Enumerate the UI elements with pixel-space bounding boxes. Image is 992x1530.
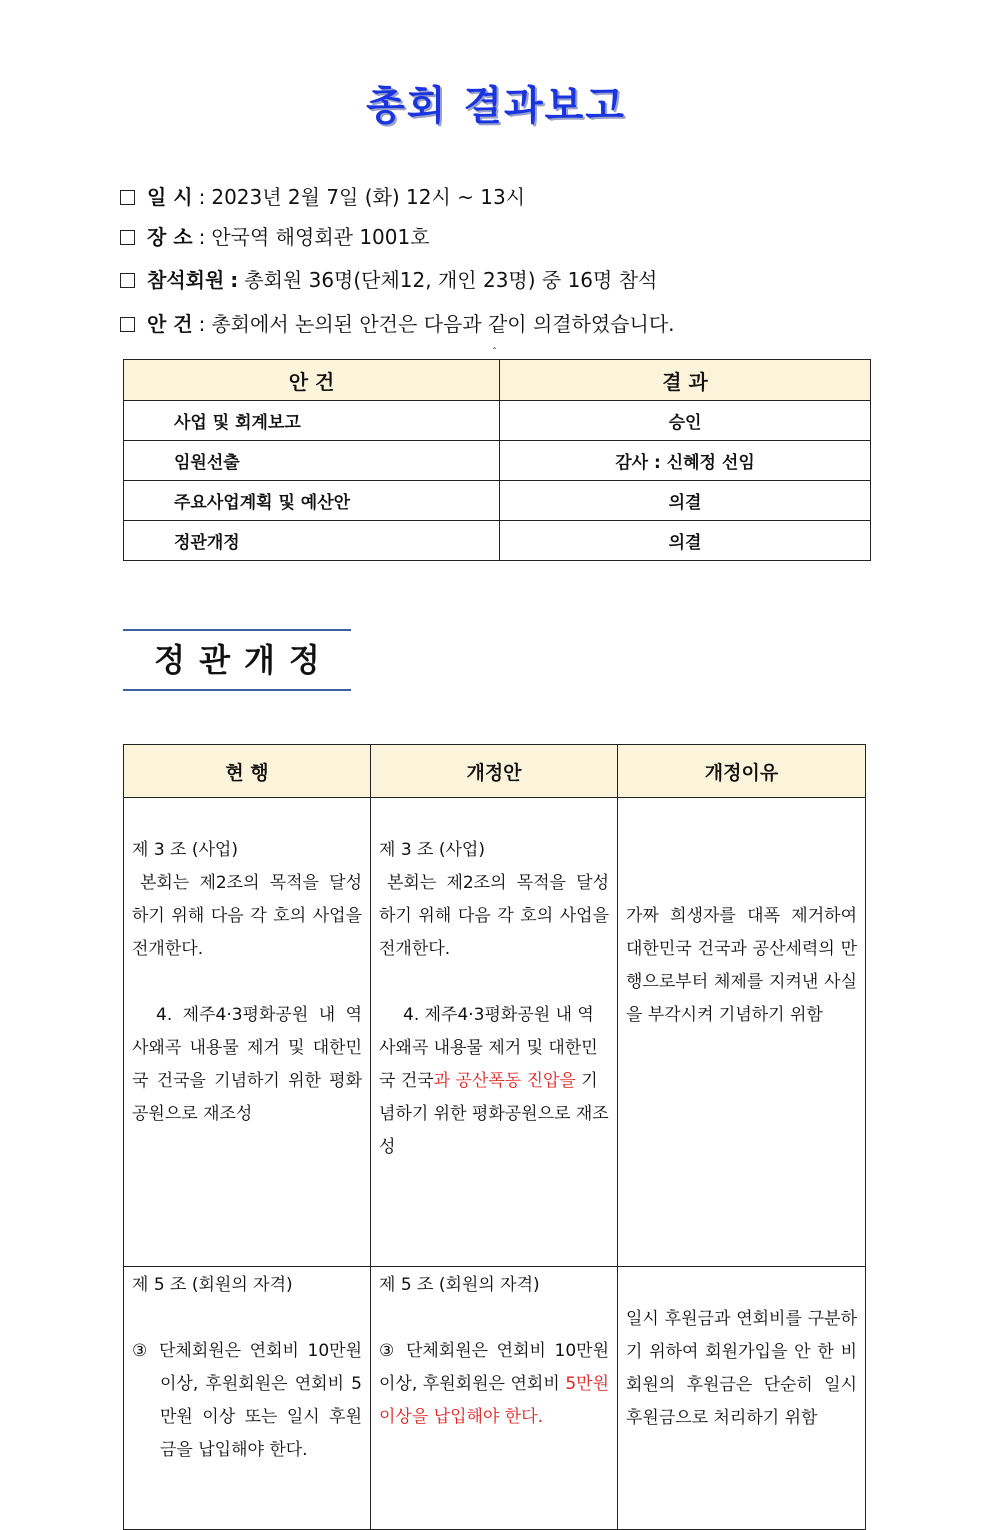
info-attendees: [120, 267, 657, 293]
table-row: [124, 401, 871, 441]
agenda-result: 의결: [500, 521, 871, 561]
info-date: [120, 184, 525, 210]
section-title: 정관개정: [154, 641, 334, 679]
article-heading: 제 5 조 (회원의 자격): [379, 1275, 540, 1295]
info-value: 총회에서 논의된 안건은 다음과 같이 의결하였습니다.: [211, 312, 675, 336]
header-proposed: 개정안: [371, 745, 618, 798]
info-value: 안국역 해영회관 1001호: [211, 225, 430, 249]
item-text: ③ 단체회원은 연회비 10만원 이상, 후원회원은 연회비: [379, 1341, 609, 1394]
page-title: 총회 결과보고: [366, 83, 626, 129]
article-item: 4. 제주4·3평화공원 내 역사왜곡 내용물 제거 및 대한민국 건국을 기념하기 위한 평화공원으로 재조성: [132, 1005, 362, 1124]
agenda-result: 감사 : 신혜정 선임: [500, 441, 871, 481]
agenda-item: 주요사업계획 및 예산안: [124, 481, 500, 521]
table-row: [124, 521, 871, 561]
header-reason: 개정이유: [618, 745, 866, 798]
table-header-row: [124, 745, 866, 798]
table-row: [124, 1267, 866, 1530]
agenda-item: 임원선출: [124, 441, 500, 481]
table-row: [124, 441, 871, 481]
cell-proposed: [371, 1267, 618, 1530]
header-agenda: 안 건: [124, 360, 500, 401]
cell-reason: [618, 798, 866, 1267]
info-sep: :: [230, 268, 239, 292]
article-item: ③ 단체회원은 연회비 10만원 이상, 후원회원은 연회비 5만원 이상 또는 일시 후원금을 납입해야 한다.: [132, 1341, 362, 1460]
item-text: 기념하기 위한 평화공원으로 재조성: [379, 1071, 609, 1157]
checkbox-square-icon: [120, 317, 135, 332]
info-label: 장 소: [147, 225, 193, 249]
item-changed-text: 5만원 이상을 납입해야 한다.: [379, 1374, 609, 1427]
table-row: [124, 798, 866, 1267]
header-current: 현 행: [124, 745, 371, 798]
item-text: 4. 제주4·3평화공원 내 역사왜곡 내용물 제거 및 대한민국 건국: [379, 1005, 598, 1091]
cell-reason: [618, 1267, 866, 1530]
caret-mark: ˆ: [492, 347, 497, 358]
agenda-item: 정관개정: [124, 521, 500, 561]
article-body: 본회는 제2조의 목적을 달성하기 위해 다음 각 호의 사업을 전개한다.: [132, 873, 362, 959]
info-value: 총회원 36명(단체12, 개인 23명) 중 16명 참석: [244, 268, 658, 292]
item-changed-text: 과 공산폭동 진압을: [433, 1071, 576, 1091]
info-sep: :: [198, 185, 206, 209]
info-place: [120, 224, 430, 250]
info-value: 2023년 2월 7일 (화) 12시 ~ 13시: [211, 185, 526, 209]
agenda-result: 승인: [500, 401, 871, 441]
header-result: 결 과: [500, 360, 871, 401]
reason-text: 일시 후원금과 연회비를 구분하기 위하여 회원가입을 안 한 비회원의 후원금은 단순히 일시 후원금으로 처리하기 위함: [626, 1309, 857, 1428]
cell-current: [124, 798, 371, 1267]
section-title-box: [123, 629, 351, 691]
article-item: [379, 1335, 609, 1434]
checkbox-square-icon: [120, 230, 135, 245]
agenda-result: 의결: [500, 481, 871, 521]
info-label: 참석회원: [147, 268, 225, 292]
article-heading: 제 5 조 (회원의 자격): [132, 1275, 293, 1295]
article-body: 본회는 제2조의 목적을 달성하기 위해 다음 각 호의 사업을 전개한다.: [379, 873, 609, 959]
amendment-table: [123, 744, 866, 1530]
agenda-table: [123, 359, 871, 561]
article-heading: 제 3 조 (사업): [132, 840, 238, 860]
table-header-row: [124, 360, 871, 401]
agenda-item: 사업 및 회계보고: [124, 401, 500, 441]
cell-proposed: [371, 798, 618, 1267]
info-sep: :: [198, 225, 206, 249]
checkbox-square-icon: [120, 190, 135, 205]
cell-current: [124, 1267, 371, 1530]
info-agenda: [120, 311, 675, 337]
info-label: 일 시: [147, 185, 193, 209]
checkbox-square-icon: [120, 273, 135, 288]
reason-text: 가짜 희생자를 대폭 제거하여 대한민국 건국과 공산세력의 만행으로부터 체제를 지켜낸 사실을 부각시켜 기념하기 위함: [626, 906, 857, 1025]
table-row: [124, 481, 871, 521]
article-heading: 제 3 조 (사업): [379, 840, 485, 860]
article-item: [379, 999, 609, 1164]
info-sep: :: [198, 312, 206, 336]
info-label: 안 건: [147, 312, 193, 336]
